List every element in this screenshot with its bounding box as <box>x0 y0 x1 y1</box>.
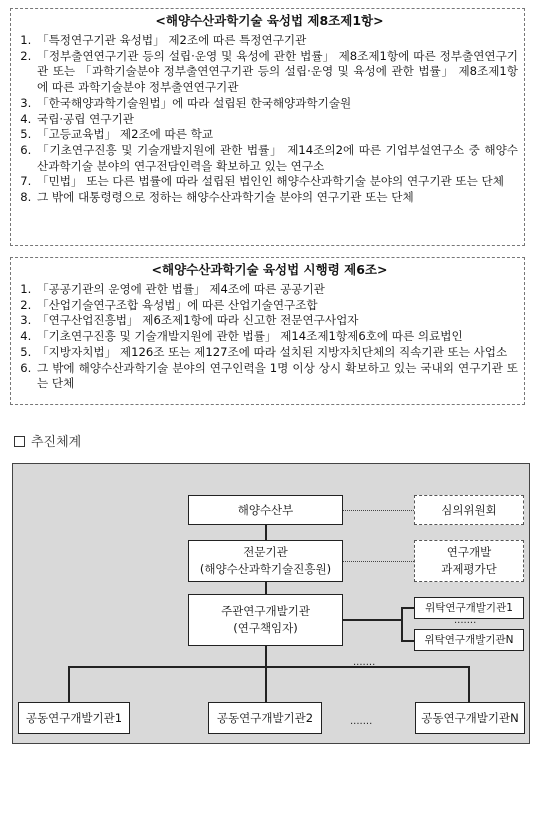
joint-institution-1-label: 공동연구개발기관1 <box>25 710 123 725</box>
connector <box>401 640 414 642</box>
connector <box>343 619 401 621</box>
sub-institution-n-node <box>414 629 524 651</box>
article-list <box>21 282 518 392</box>
connector <box>401 607 403 640</box>
list-item: 2. 「산업기술연구조합 육성법」에 따른 산업기술연구조합 <box>35 298 518 314</box>
list-item: 5. 「지방자치법」 제126조 또는 제127조에 따라 설치된 지방자치단체의 직속기관 또는 사업소 <box>35 345 518 361</box>
connector <box>68 666 70 702</box>
agency-label: 전문기관 <box>243 545 288 559</box>
ellipsis: ....... <box>454 615 477 626</box>
list-item: 4. 「기초연구진흥 및 기술개발지원에 관한 법률」 제14조제1항제6호에 따른 의료법인 <box>35 329 518 345</box>
section-heading-text: 추진체계 <box>31 435 82 450</box>
sub-institution-n-label: 위탁연구개발기관N <box>424 633 514 646</box>
agency-node <box>188 540 343 582</box>
sub-institution-1-label: 위탁연구개발기관1 <box>425 601 513 614</box>
connector-dotted <box>343 510 414 511</box>
evaluation-label: 연구개발 <box>446 545 492 559</box>
evaluation-sublabel: 과제평가단 <box>441 562 497 576</box>
list-item: 4. 국립·공립 연구기관 <box>35 112 518 128</box>
joint-institution-2-label: 공동연구개발기관2 <box>216 710 314 725</box>
evaluation-node <box>414 540 524 582</box>
main-institution-sublabel: (연구책임자) <box>233 621 298 635</box>
list-item: 5. 「고등교육법」 제2조에 따른 학교 <box>35 127 518 143</box>
list-item: 1. 「공공기관의 운영에 관한 법률」 제4조에 따른 공공기관 <box>35 282 518 298</box>
org-diagram <box>12 463 530 744</box>
checkbox-square-icon <box>14 436 25 447</box>
main-institution-label: 주관연구개발기관 <box>221 604 310 618</box>
list-item: 3. 「연구산업진흥법」 제6조제1항에 따라 신고한 전문연구사업자 <box>35 313 518 329</box>
connector <box>68 666 468 668</box>
list-item: 1. 「특정연구기관 육성법」 제2조에 따른 특정연구기관 <box>35 33 518 49</box>
list-item: 2. 「정부출연연구기관 등의 설립·운영 및 육성에 관한 법률」 제8조제1항에 따른 정부출연연구기관 또는 「과학기술분야 정부출연연구기관 등의 설립·운영 및 육성에 관한 법률」 제8조제1항에 따른 과학기술분야 정부출연연구기관 <box>35 49 518 96</box>
section-heading <box>14 431 81 450</box>
connector <box>265 525 267 540</box>
box-title: <해양수산과학기술 육성법 시행령 제6조> <box>151 262 388 277</box>
list-item: 6. 「기초연구진흥 및 기술개발지원에 관한 법률」 제14조의2에 따른 기업부설연구소 중 해양수산과학기술 분야의 연구전담인력을 확보하고 있는 연구소 <box>35 143 518 174</box>
connector <box>265 646 267 666</box>
decree-article-box <box>10 257 525 405</box>
connector <box>265 666 267 702</box>
main-institution-node <box>188 594 343 646</box>
committee-node <box>414 495 524 525</box>
connector <box>265 582 267 594</box>
committee-label: 심의위원회 <box>441 502 497 517</box>
list-item: 3. 「한국해양과학기술원법」에 따라 설립된 한국해양과학기술원 <box>35 96 518 112</box>
article-list <box>21 33 518 206</box>
list-item: 7. 「민법」 또는 다른 법률에 따라 설립된 법인인 해양수산과학기술 분야의 연구기관 또는 단체 <box>35 174 518 190</box>
ministry-node <box>188 495 343 525</box>
ellipsis: ....... <box>350 716 373 727</box>
list-item: 8. 그 밖에 대통령령으로 정하는 해양수산과학기술 분야의 연구기관 또는 단체 <box>35 190 518 206</box>
joint-institution-n-node <box>415 702 525 734</box>
agency-sublabel: (해양수산과학기술진흥원) <box>199 562 332 576</box>
joint-institution-n-label: 공동연구개발기관N <box>421 710 519 725</box>
list-item: 6. 그 밖에 해양수산과학기술 분야의 연구인력을 1명 이상 상시 확보하고 있는 국내외 연구기관 또는 단체 <box>35 361 518 392</box>
connector <box>401 607 414 609</box>
connector-dotted <box>343 561 414 562</box>
joint-institution-1-node <box>18 702 130 734</box>
ministry-label: 해양수산부 <box>237 502 294 517</box>
connector <box>468 666 470 702</box>
law-article-box <box>10 8 525 246</box>
joint-institution-2-node <box>208 702 322 734</box>
box-title: <해양수산과학기술 육성법 제8조제1항> <box>155 13 384 28</box>
ellipsis: ....... <box>353 657 376 668</box>
